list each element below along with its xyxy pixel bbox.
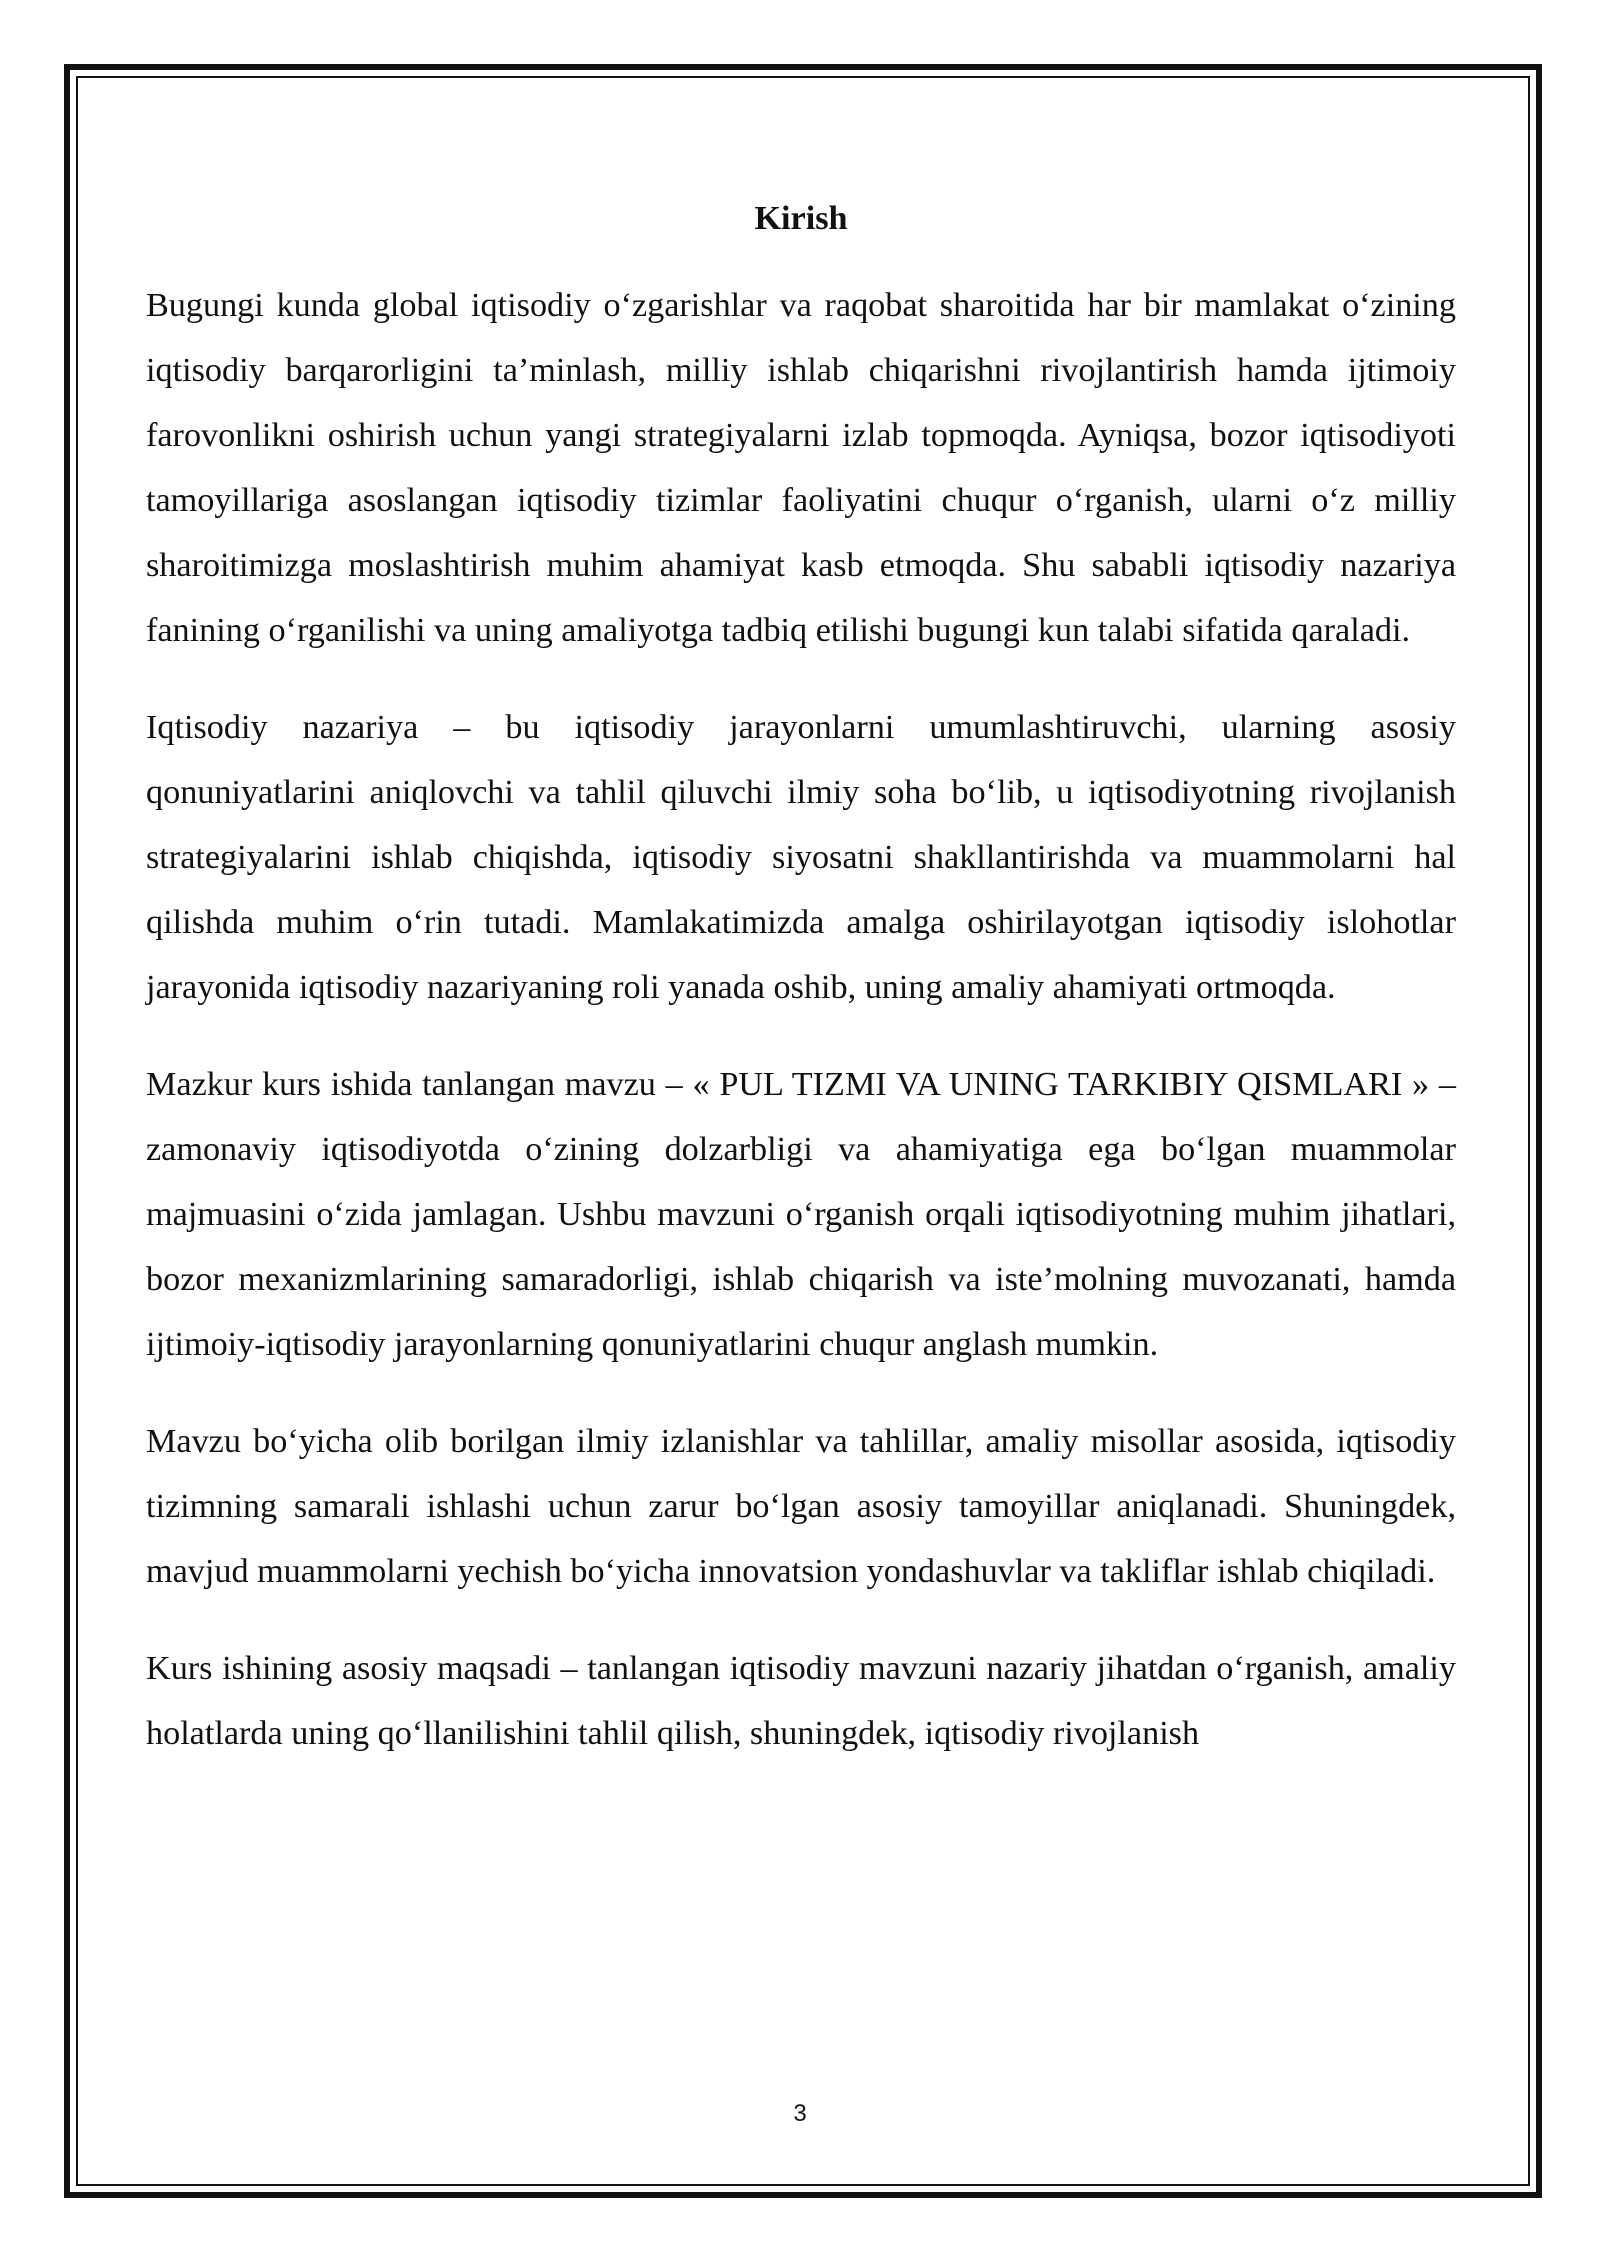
page-content	[146, 186, 1456, 1798]
paragraph-3: Mazkur kurs ishida tanlangan mavzu – « PUL TIZMI VA UNING TARKIBIY QISMLARI » – zamonaviy iqtisodiyotda o‘zining dolzarbligi va ahamiyatiga ega bo‘lgan muammolar majmuasini o‘zida jamlagan. Ushbu mavzuni o‘rganish orqali iqtisodiyotning muhim jihatlari, bozor mexanizmlarining samaradorligi, ishlab chiqarish va iste’molning muvozanati, hamda ijtimoiy-iqtisodiy jarayonlarning qonuniyatlarini chuqur anglash mumkin.	[146, 1066, 1456, 1363]
page-number: 3	[793, 2100, 807, 2127]
paragraph-1: Bugungi kunda global iqtisodiy o‘zgarishlar va raqobat sharoitida har bir mamlakat o‘zining iqtisodiy barqarorligini ta’minlash, milliy ishlab chiqarishni rivojlantirish hamda ijtimoiy farovonlikni oshirish uchun yangi strategiyalarni izlab topmoqda. Ayniqsa, bozor iqtisodiyoti tamoyillariga asoslangan iqtisodiy tizimlar faoliyatini chuqur o‘rganish, ularni o‘z milliy sharoitimizga moslashtirish muhim ahamiyat kasb etmoqda. Shu sababli iqtisodiy nazariya fanining o‘rganilishi va uning amaliyotga tadbiq etilishi bugungi kun talabi sifatida qaraladi.	[146, 287, 1456, 649]
paragraph-2: Iqtisodiy nazariya – bu iqtisodiy jarayonlarni umumlashtiruvchi, ularning asosiy qonuniyatlarini aniqlovchi va tahlil qiluvchi ilmiy soha bo‘lib, u iqtisodiyotning rivojlanish strategiyalarini ishlab chiqishda, iqtisodiy siyosatni shakllantirishda va muammolarni hal qilishda muhim o‘rin tutadi. Mamlakatimizda amalga oshirilayotgan iqtisodiy islohotlar jarayonida iqtisodiy nazariyaning roli yanada oshib, uning amaliy ahamiyati ortmoqda.	[146, 709, 1456, 1006]
page-title: Kirish	[754, 200, 848, 237]
paragraph-5: Kurs ishining asosiy maqsadi – tanlangan iqtisodiy mavzuni nazariy jihatdan o‘rganish, amaliy holatlarda uning qo‘llanilishini tahlil qilish, shuningdek, iqtisodiy rivojlanish	[146, 1650, 1456, 1752]
paragraph-4: Mavzu bo‘yicha olib borilgan ilmiy izlanishlar va tahlillar, amaliy misollar asosida, iqtisodiy tizimning samarali ishlashi uchun zarur bo‘lgan asosiy tamoyillar aniqlanadi. Shuningdek, mavjud muammolarni yechish bo‘yicha innovatsion yondashuvlar va takliflar ishlab chiqiladi.	[146, 1423, 1456, 1590]
